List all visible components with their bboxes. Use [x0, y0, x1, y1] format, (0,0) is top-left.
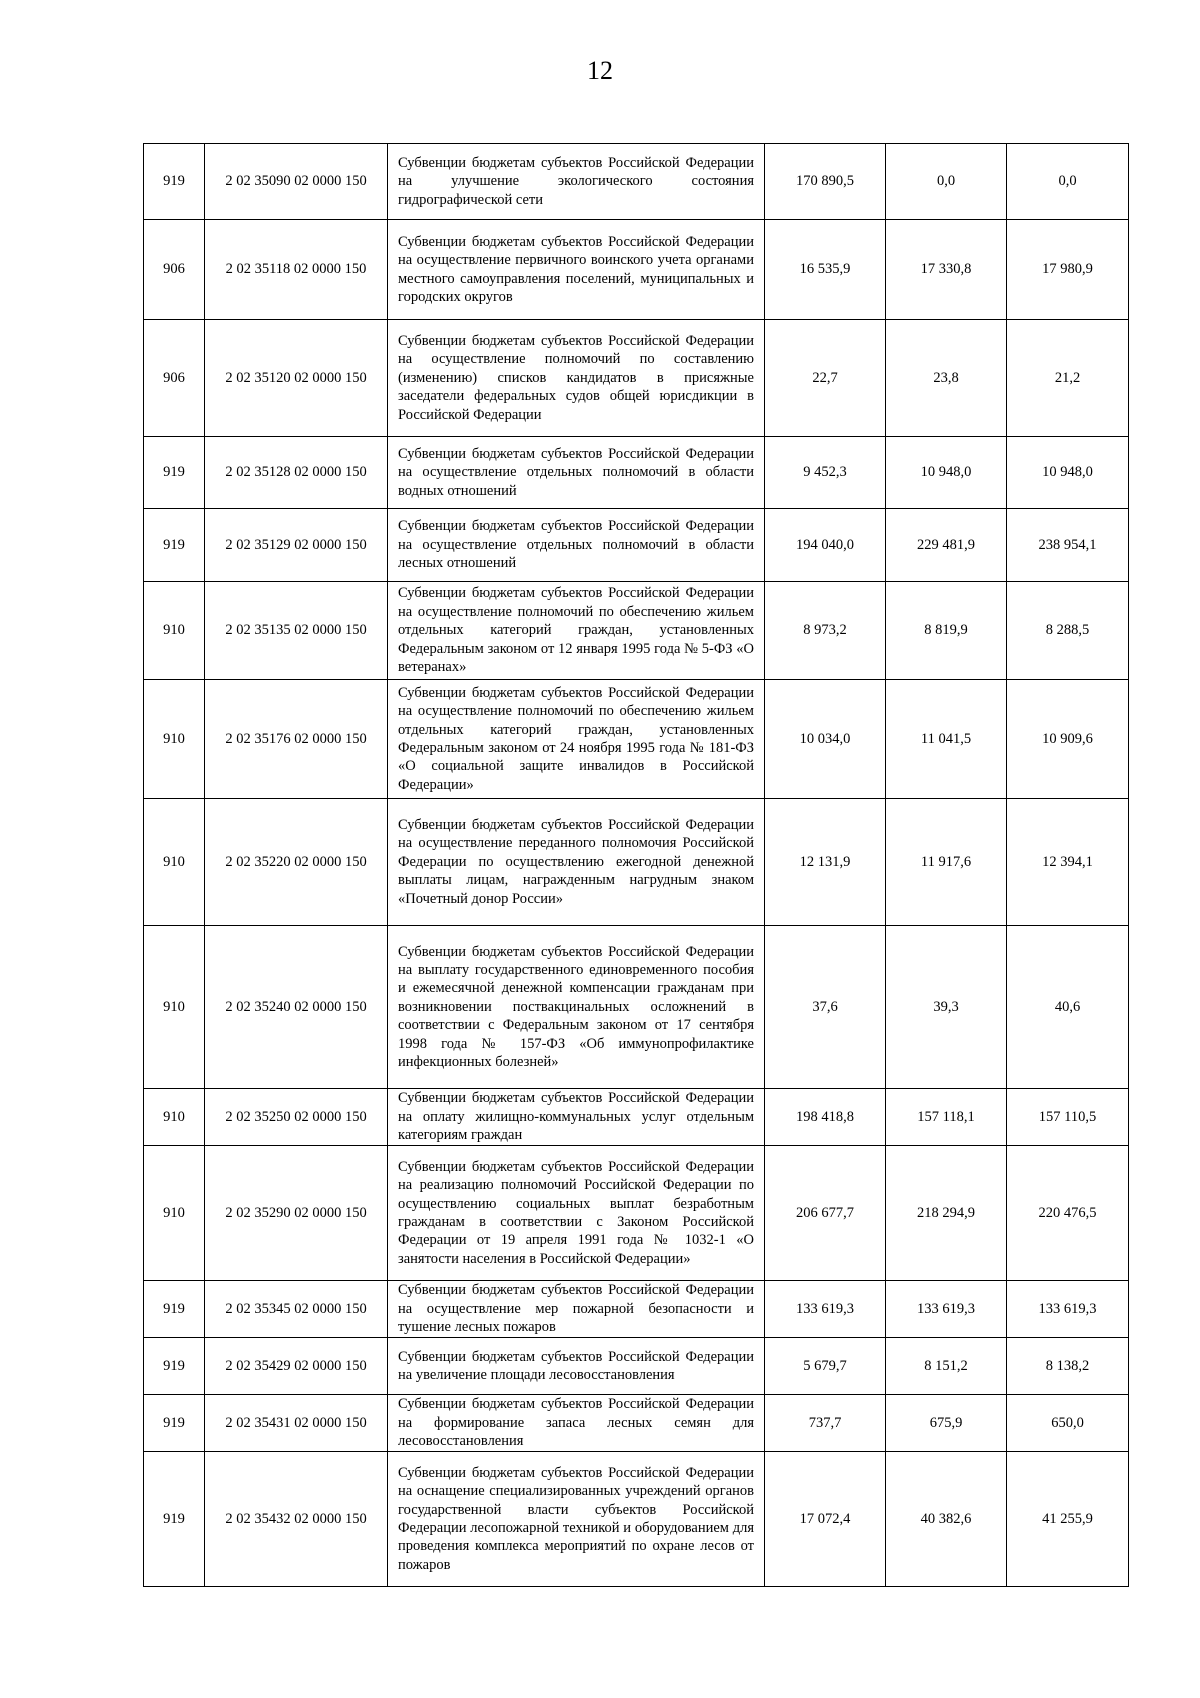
- admin-code-cell: 919: [144, 144, 205, 220]
- income-name-cell: Субвенции бюджетам субъектов Российской Федерации на осуществление полномочий по обеспечению жильем отдельных категорий граждан, установленных Федеральным законом от 24 ноября 1995 года № 181-ФЗ «О социальной защите инвалидов в Российской Федерации»: [388, 680, 765, 799]
- admin-code-cell: 919: [144, 509, 205, 582]
- income-name-cell: Субвенции бюджетам субъектов Российской Федерации на оснащение специализированных учреждений органов государственной власти субъектов Российской Федерации лесопожарной техникой и оборудованием для проведения комплекса мероприятий по охране лесов от пожаров: [388, 1452, 765, 1587]
- income-name-cell: Субвенции бюджетам субъектов Российской Федерации на осуществление переданного полномочия Российской Федерации по осуществлению ежегодной денежной выплаты лицам, награжденным нагрудным знаком «Почетный донор России»: [388, 799, 765, 926]
- amount-year2-cell: 157 118,1: [886, 1089, 1007, 1146]
- admin-code-cell: 906: [144, 320, 205, 437]
- amount-year3-cell: 10 948,0: [1007, 437, 1129, 509]
- table-row: [144, 799, 1129, 926]
- amount-year2-cell: 40 382,6: [886, 1452, 1007, 1587]
- budget-code-cell: 2 02 35432 02 0000 150: [205, 1452, 388, 1587]
- amount-year3-cell: 8 138,2: [1007, 1338, 1129, 1395]
- amount-year2-cell: 11 917,6: [886, 799, 1007, 926]
- admin-code-cell: 906: [144, 220, 205, 320]
- table-row: [144, 1338, 1129, 1395]
- budget-code-cell: 2 02 35429 02 0000 150: [205, 1338, 388, 1395]
- amount-year1-cell: 206 677,7: [765, 1146, 886, 1281]
- admin-code-cell: 910: [144, 799, 205, 926]
- income-name-cell: Субвенции бюджетам субъектов Российской Федерации на осуществление отдельных полномочий в области лесных отношений: [388, 509, 765, 582]
- income-name-cell: Субвенции бюджетам субъектов Российской Федерации на осуществление мер пожарной безопасности и тушение лесных пожаров: [388, 1281, 765, 1338]
- admin-code-cell: 919: [144, 1395, 205, 1452]
- amount-year2-cell: 675,9: [886, 1395, 1007, 1452]
- table-row: [144, 1089, 1129, 1146]
- amount-year1-cell: 9 452,3: [765, 437, 886, 509]
- income-name-cell: Субвенции бюджетам субъектов Российской Федерации на выплату государственного единовременного пособия и ежемесячной денежной компенсации гражданам при возникновении поствакцинальных осложнений в соответствии с Федеральным законом от 17 сентября 1998 года № 157-ФЗ «Об иммунопрофилактике инфекционных болезней»: [388, 926, 765, 1089]
- amount-year1-cell: 12 131,9: [765, 799, 886, 926]
- budget-code-cell: 2 02 35240 02 0000 150: [205, 926, 388, 1089]
- budget-code-cell: 2 02 35120 02 0000 150: [205, 320, 388, 437]
- table-row: [144, 1452, 1129, 1587]
- admin-code-cell: 910: [144, 582, 205, 680]
- budget-code-cell: 2 02 35090 02 0000 150: [205, 144, 388, 220]
- income-name-cell: Субвенции бюджетам субъектов Российской Федерации на улучшение экологического состояния гидрографической сети: [388, 144, 765, 220]
- amount-year3-cell: 8 288,5: [1007, 582, 1129, 680]
- amount-year1-cell: 22,7: [765, 320, 886, 437]
- admin-code-cell: 919: [144, 1338, 205, 1395]
- budget-code-cell: 2 02 35431 02 0000 150: [205, 1395, 388, 1452]
- amount-year2-cell: 8 819,9: [886, 582, 1007, 680]
- amount-year1-cell: 16 535,9: [765, 220, 886, 320]
- admin-code-cell: 919: [144, 1452, 205, 1587]
- income-name-cell: Субвенции бюджетам субъектов Российской Федерации на увеличение площади лесовосстановления: [388, 1338, 765, 1395]
- amount-year1-cell: 198 418,8: [765, 1089, 886, 1146]
- budget-code-cell: 2 02 35220 02 0000 150: [205, 799, 388, 926]
- amount-year2-cell: 23,8: [886, 320, 1007, 437]
- amount-year1-cell: 37,6: [765, 926, 886, 1089]
- amount-year2-cell: 39,3: [886, 926, 1007, 1089]
- table-row: [144, 680, 1129, 799]
- amount-year3-cell: 21,2: [1007, 320, 1129, 437]
- amount-year2-cell: 0,0: [886, 144, 1007, 220]
- admin-code-cell: 919: [144, 1281, 205, 1338]
- budget-code-cell: 2 02 35345 02 0000 150: [205, 1281, 388, 1338]
- amount-year3-cell: 650,0: [1007, 1395, 1129, 1452]
- income-name-cell: Субвенции бюджетам субъектов Российской Федерации на оплату жилищно-коммунальных услуг отдельным категориям граждан: [388, 1089, 765, 1146]
- budget-code-cell: 2 02 35290 02 0000 150: [205, 1146, 388, 1281]
- table-row: [144, 144, 1129, 220]
- amount-year3-cell: 17 980,9: [1007, 220, 1129, 320]
- table-row: [144, 582, 1129, 680]
- table-row: [144, 509, 1129, 582]
- budget-table: [143, 143, 1129, 1587]
- amount-year1-cell: 8 973,2: [765, 582, 886, 680]
- admin-code-cell: 910: [144, 926, 205, 1089]
- budget-code-cell: 2 02 35118 02 0000 150: [205, 220, 388, 320]
- amount-year1-cell: 17 072,4: [765, 1452, 886, 1587]
- income-name-cell: Субвенции бюджетам субъектов Российской Федерации на реализацию полномочий Российской Федерации по осуществлению социальных выплат безработным гражданам в соответствии с Законом Российской Федерации от 19 апреля 1991 года № 1032-1 «О занятости населения в Российской Федерации»: [388, 1146, 765, 1281]
- income-name-cell: Субвенции бюджетам субъектов Российской Федерации на осуществление полномочий по обеспечению жильем отдельных категорий граждан, установленных Федеральным законом от 12 января 1995 года № 5-ФЗ «О ветеранах»: [388, 582, 765, 680]
- table-row: [144, 1395, 1129, 1452]
- amount-year2-cell: 229 481,9: [886, 509, 1007, 582]
- amount-year1-cell: 737,7: [765, 1395, 886, 1452]
- amount-year3-cell: 220 476,5: [1007, 1146, 1129, 1281]
- amount-year1-cell: 133 619,3: [765, 1281, 886, 1338]
- admin-code-cell: 919: [144, 437, 205, 509]
- admin-code-cell: 910: [144, 680, 205, 799]
- amount-year2-cell: 10 948,0: [886, 437, 1007, 509]
- income-name-cell: Субвенции бюджетам субъектов Российской Федерации на осуществление первичного воинского учета органами местного самоуправления поселений, муниципальных и городских округов: [388, 220, 765, 320]
- amount-year2-cell: 133 619,3: [886, 1281, 1007, 1338]
- amount-year3-cell: 133 619,3: [1007, 1281, 1129, 1338]
- amount-year1-cell: 170 890,5: [765, 144, 886, 220]
- table-row: [144, 437, 1129, 509]
- amount-year2-cell: 218 294,9: [886, 1146, 1007, 1281]
- amount-year3-cell: 12 394,1: [1007, 799, 1129, 926]
- table-row: [144, 220, 1129, 320]
- budget-code-cell: 2 02 35135 02 0000 150: [205, 582, 388, 680]
- amount-year3-cell: 0,0: [1007, 144, 1129, 220]
- admin-code-cell: 910: [144, 1146, 205, 1281]
- table-row: [144, 926, 1129, 1089]
- amount-year3-cell: 157 110,5: [1007, 1089, 1129, 1146]
- amount-year3-cell: 40,6: [1007, 926, 1129, 1089]
- amount-year3-cell: 41 255,9: [1007, 1452, 1129, 1587]
- table-row: [144, 320, 1129, 437]
- income-name-cell: Субвенции бюджетам субъектов Российской Федерации на осуществление отдельных полномочий в области водных отношений: [388, 437, 765, 509]
- page-number: 12: [587, 56, 613, 85]
- amount-year1-cell: 10 034,0: [765, 680, 886, 799]
- admin-code-cell: 910: [144, 1089, 205, 1146]
- table-row: [144, 1281, 1129, 1338]
- table-row: [144, 1146, 1129, 1281]
- amount-year3-cell: 10 909,6: [1007, 680, 1129, 799]
- income-name-cell: Субвенции бюджетам субъектов Российской Федерации на осуществление полномочий по составлению (изменению) списков кандидатов в присяжные заседатели федеральных судов общей юрисдикции в Российской Федерации: [388, 320, 765, 437]
- amount-year1-cell: 5 679,7: [765, 1338, 886, 1395]
- amount-year2-cell: 8 151,2: [886, 1338, 1007, 1395]
- amount-year2-cell: 17 330,8: [886, 220, 1007, 320]
- income-name-cell: Субвенции бюджетам субъектов Российской Федерации на формирование запаса лесных семян для лесовосстановления: [388, 1395, 765, 1452]
- amount-year1-cell: 194 040,0: [765, 509, 886, 582]
- budget-code-cell: 2 02 35129 02 0000 150: [205, 509, 388, 582]
- budget-code-cell: 2 02 35128 02 0000 150: [205, 437, 388, 509]
- budget-code-cell: 2 02 35250 02 0000 150: [205, 1089, 388, 1146]
- table-body: [144, 144, 1129, 1587]
- budget-code-cell: 2 02 35176 02 0000 150: [205, 680, 388, 799]
- amount-year2-cell: 11 041,5: [886, 680, 1007, 799]
- amount-year3-cell: 238 954,1: [1007, 509, 1129, 582]
